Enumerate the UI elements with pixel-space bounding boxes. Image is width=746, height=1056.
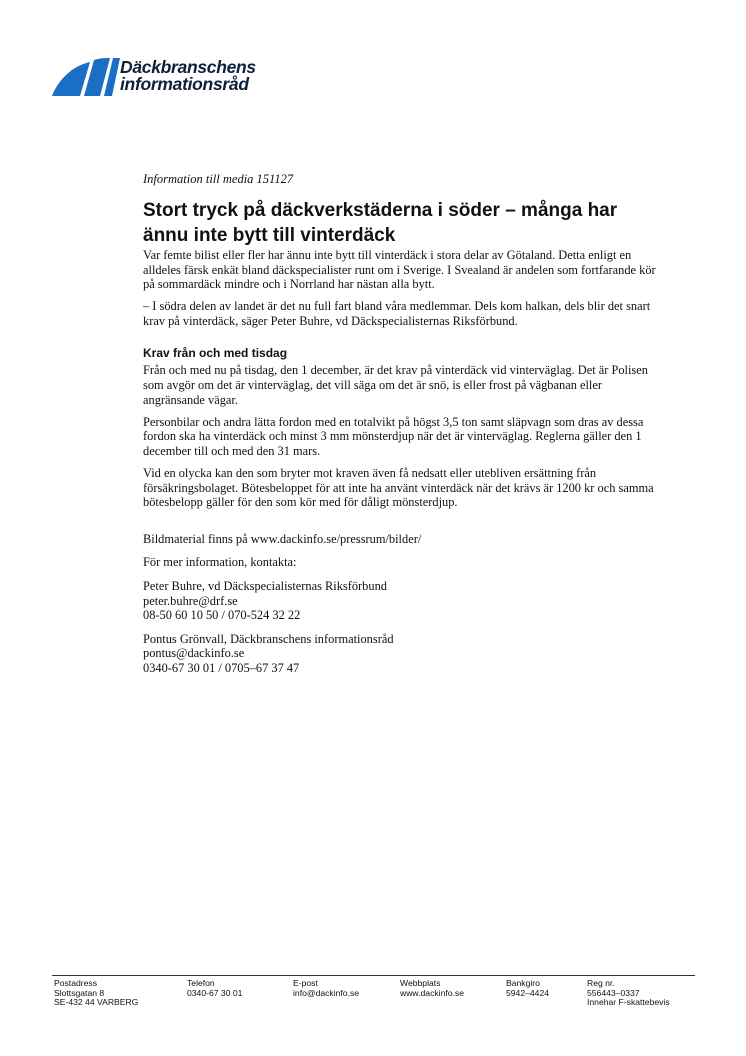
contact-email: peter.buhre@drf.se [143, 593, 238, 608]
rule-paragraph: Från och med nu på tisdag, den 1 december, är det krav på vinterdäck vid vinterväglag. Det är Polisen som avgör om det är vinterväglag, det vill säga om det är snö, is eller frost på vägbanan eller angränsande vägar. [143, 363, 648, 407]
contact-phone: 0340-67 30 01 / 0705–67 37 47 [143, 660, 300, 675]
footer-label: Bankgiro [506, 978, 540, 988]
footer-value: Innehar F-skattebevis [587, 997, 670, 1008]
footer-label: Telefon [187, 978, 215, 988]
contact-card [143, 632, 663, 676]
more-info: För mer information, kontakta: [143, 555, 297, 570]
footer-value: info@dackinfo.se [293, 987, 360, 998]
footer-regnr [587, 979, 670, 1008]
footer-value: Slottsgatan 8 [54, 987, 105, 998]
footer-bankgiro [506, 979, 549, 998]
brand-logo-icon [50, 50, 122, 98]
intro-paragraph: Var femte bilist eller fler har ännu inte bytt till vinterdäck i stora delar av Götaland. Detta enligt en alldeles färsk enkät bland däckspecialister runt om i Sverige. I Svealand är andelen som fortfarande kör på sommardäck mindre och i Norrland har nästan alla bytt. [143, 248, 656, 292]
brand-name-line2: informationsråd [120, 74, 249, 94]
footer-value: 5942–4424 [506, 987, 550, 998]
contact-phone: 08-50 60 10 50 / 070-524 32 22 [143, 608, 301, 623]
footer-label: E-post [293, 978, 318, 988]
headline-line-1: Stort tryck på däckverkstäderna i söder – många har [143, 200, 618, 221]
fine-paragraph: Vid en olycka kan den som bryter mot kraven även få nedsatt eller utebliven ersättning från försäkringsbolaget. Bötesbeloppet för att inte ha använt vinterdäck när det krävs är 1200 kr och samma bötesbelopp gäller för den som kör med för dåligt mönsterdjup. [143, 466, 654, 510]
footer-value: www.dackinfo.se [400, 987, 465, 998]
footer-divider [52, 975, 695, 976]
vehicle-paragraph: Personbilar och andra lätta fordon med en totalvikt på högst 3,5 ton samt släpvagn som dras av dessa fordon ska ha vinterdäck och minst 3 mm mönsterdjup när det är vinterväglag. Reglerna gäller den 1 december till och med den 31 mars. [143, 414, 644, 458]
brand-name-line1: Däckbranschens [120, 57, 256, 77]
quote-paragraph: – I södra delen av landet är det nu full fart bland våra medlemmar. Dels kom halkan, dels blir det snart krav på vinterdäck, säger Peter Buhre, vd Däckspecialisternas Riksförbund. [143, 299, 651, 328]
brand-name [120, 59, 256, 93]
footer-value: 0340-67 30 01 [187, 987, 243, 998]
subheading: Krav från och med tisdag [143, 346, 288, 361]
footer-value: SE-432 44 VARBERG [54, 997, 139, 1008]
footer-label: Webbplats [400, 978, 441, 988]
footer-email [293, 979, 359, 998]
brand-logo [50, 50, 280, 100]
footer-value: 556443–0337 [587, 987, 640, 998]
images-note: Bildmaterial finns på www.dackinfo.se/pressrum/bilder/ [143, 531, 422, 546]
contact-card [143, 579, 663, 623]
media-reference: Information till media 151127 [143, 172, 294, 186]
footer-label: Postadress [54, 978, 97, 988]
footer-phone [187, 979, 242, 998]
contact-name: Pontus Grönvall, Däckbranschens informationsråd [143, 631, 394, 646]
headline-line-2: ännu inte bytt till vinterdäck [143, 225, 396, 246]
contact-section [143, 532, 663, 676]
contact-name: Peter Buhre, vd Däckspecialisternas Riksförbund [143, 579, 387, 593]
footer-address [54, 979, 138, 1008]
headline [143, 198, 663, 248]
footer-label: Reg nr. [587, 978, 615, 988]
footer-web [400, 979, 464, 998]
press-release [143, 172, 663, 685]
contact-email: pontus@dackinfo.se [143, 646, 245, 661]
